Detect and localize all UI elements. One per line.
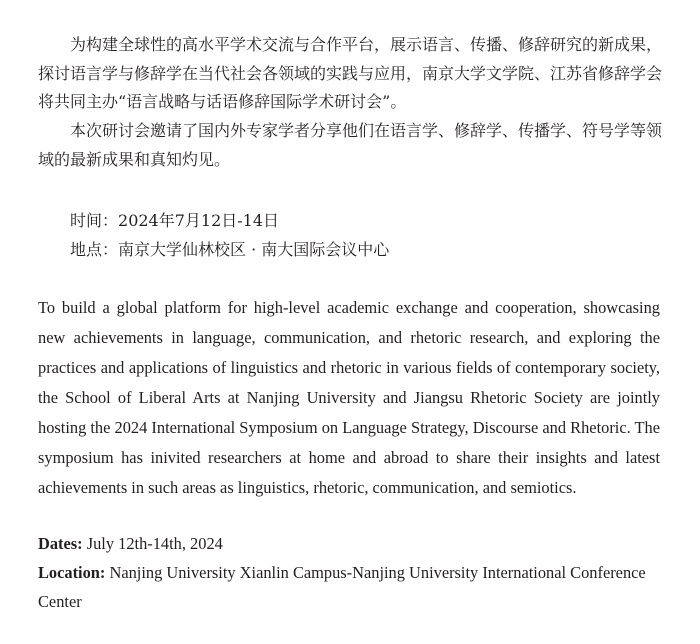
english-location-value: Nanjing University Xianlin Campus-Nanjing University International Conference Center <box>38 563 646 611</box>
chinese-location-value: 南京大学仙林校区 · 南大国际会议中心 <box>118 240 390 259</box>
english-date-line <box>38 529 662 558</box>
english-intro-paragraph: To build a global platform for high-level academic exchange and cooperation, showcasing new achievements in language, communication, and rhetoric research, and exploring the practices and applications of linguistics and rhetoric in various fields of contemporary society, the School of Liberal Arts at Nanjing University and Jiangsu Rhetoric Society are jointly hosting the 2024 International Symposium on Language Strategy, Discourse and Rhetoric. The symposium has inivited researchers at home and abroad to share their insights and latest achievements in such areas as linguistics, rhetoric, communication, and semiotics. <box>38 298 660 497</box>
chinese-invitation-paragraph: 本次研讨会邀请了国内外专家学者分享他们在语言学、修辞学、传播学、符号学等领域的最新成果和真知灼见。 <box>38 121 663 169</box>
chinese-date-value: 2024年7月12日-14日 <box>118 211 280 230</box>
english-location-label: Location: <box>38 563 106 582</box>
chinese-intro-paragraph: 为构建全球性的高水平学术交流与合作平台，展示语言、传播、修辞研究的新成果，探讨语言学与修辞学在当代社会各领域的实践与应用，南京大学文学院、江苏省修辞学会将共同主办“语言战略与话语修辞国际学术研讨会”。 <box>38 35 663 111</box>
english-date-label: Dates: <box>38 534 83 553</box>
chinese-date-label: 时间： <box>70 211 119 230</box>
english-date-value: July 12th-14th, 2024 <box>82 534 223 553</box>
chinese-location-label: 地点： <box>70 240 119 259</box>
chinese-location-line <box>70 235 670 264</box>
chinese-date-line <box>70 206 670 235</box>
english-location-line <box>38 558 662 616</box>
